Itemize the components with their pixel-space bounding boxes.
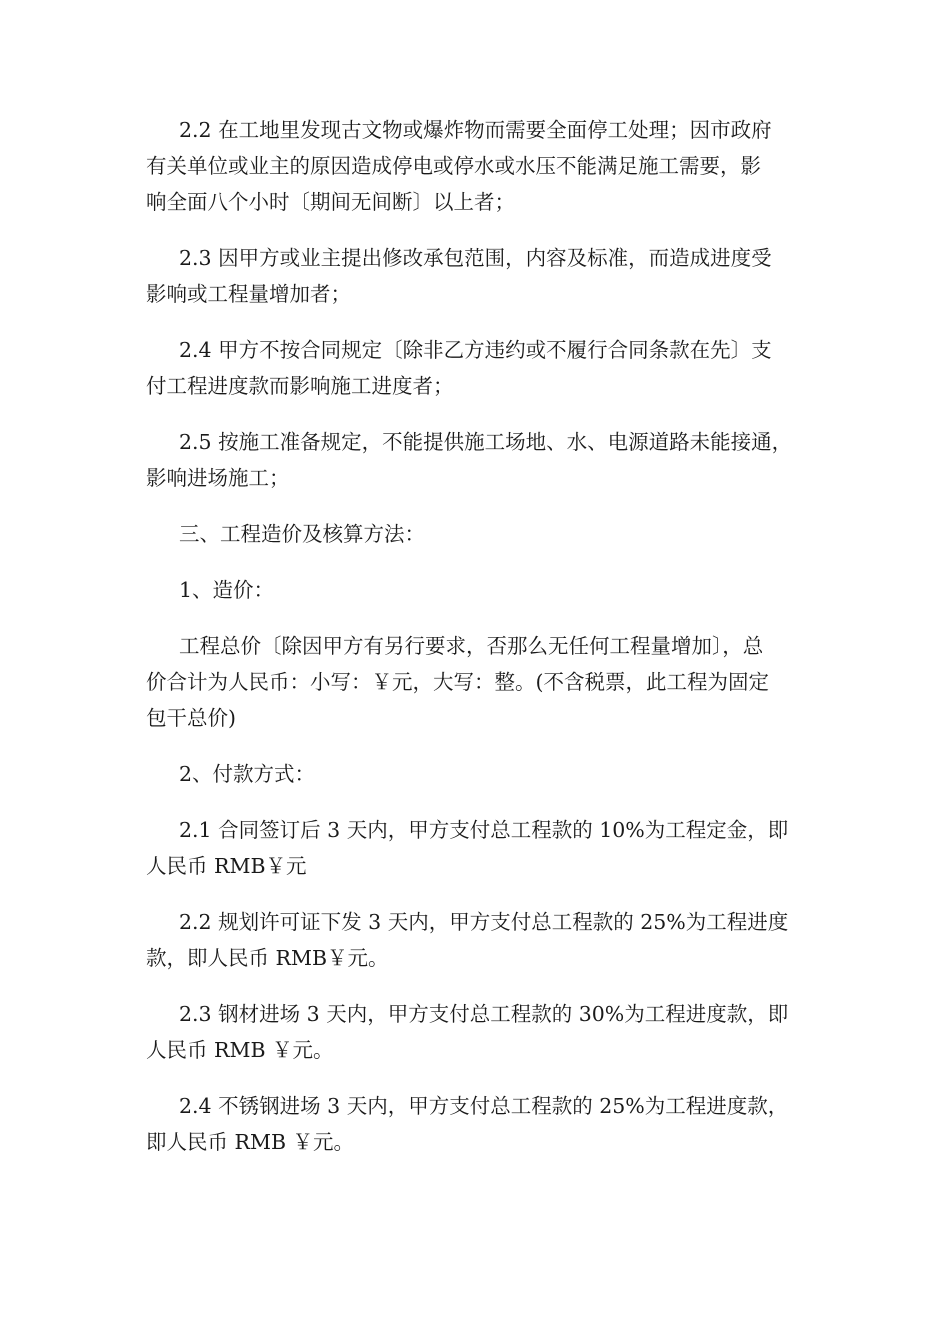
paragraph bbox=[146, 756, 812, 792]
paragraph-line: 2.3 因甲方或业主提出修改承包范围，内容及标准，而造成进度受 bbox=[179, 246, 772, 270]
paragraph-line: 2.3 钢材进场 3 天内，甲方支付总工程款的 30%为工程进度款，即 bbox=[179, 1002, 789, 1026]
paragraph bbox=[146, 112, 812, 220]
paragraph-line: 付工程进度款而影响施工进度者； bbox=[146, 374, 454, 398]
paragraph bbox=[146, 996, 812, 1068]
paragraph bbox=[146, 240, 812, 312]
paragraph-line: 响全面八个小时〔期间无间断〕以上者； bbox=[146, 190, 515, 214]
paragraph-line: 2、付款方式： bbox=[179, 762, 316, 786]
paragraph bbox=[146, 1088, 812, 1160]
paragraph-line: 2.4 甲方不按合同规定〔除非乙方违约或不履行合同条款在先〕支 bbox=[179, 338, 772, 362]
paragraph-line: 影响进场施工； bbox=[146, 466, 290, 490]
paragraph bbox=[146, 424, 812, 496]
paragraph-line: 价合计为人民币：小写：￥元，大写：整。(不含税票，此工程为固定 bbox=[146, 670, 769, 694]
paragraph-line: 包干总价) bbox=[146, 706, 236, 730]
paragraph-line: 三、工程造价及核算方法： bbox=[179, 522, 425, 546]
paragraph bbox=[146, 628, 812, 736]
paragraph-line: 2.5 按施工准备规定，不能提供施工场地、水、电源道路未能接通， bbox=[179, 430, 793, 454]
paragraph-line: 款，即人民币 RMB￥元。 bbox=[146, 946, 389, 970]
paragraph-line: 2.2 规划许可证下发 3 天内，甲方支付总工程款的 25%为工程进度 bbox=[179, 910, 789, 934]
paragraph-line: 2.1 合同签订后 3 天内，甲方支付总工程款的 10%为工程定金，即 bbox=[179, 818, 789, 842]
paragraph-line: 有关单位或业主的原因造成停电或停水或水压不能满足施工需要，影 bbox=[146, 154, 761, 178]
paragraph bbox=[146, 516, 812, 552]
paragraph-line: 2.4 不锈钢进场 3 天内，甲方支付总工程款的 25%为工程进度款， bbox=[179, 1094, 789, 1118]
paragraph-line: 人民币 RMB￥元 bbox=[146, 854, 307, 878]
paragraph-line: 1、造价： bbox=[179, 578, 275, 602]
paragraph bbox=[146, 572, 812, 608]
document-body bbox=[146, 112, 812, 1180]
paragraph bbox=[146, 812, 812, 884]
paragraph-line: 工程总价〔除因甲方有另行要求，否那么无任何工程量增加〕，总 bbox=[179, 634, 764, 658]
paragraph-line: 即人民币 RMB ￥元。 bbox=[146, 1130, 355, 1154]
paragraph bbox=[146, 332, 812, 404]
paragraph-line: 人民币 RMB ￥元。 bbox=[146, 1038, 334, 1062]
paragraph-line: 2.2 在工地里发现古文物或爆炸物而需要全面停工处理；因市政府 bbox=[179, 118, 772, 142]
paragraph-line: 影响或工程量增加者； bbox=[146, 282, 351, 306]
paragraph bbox=[146, 904, 812, 976]
